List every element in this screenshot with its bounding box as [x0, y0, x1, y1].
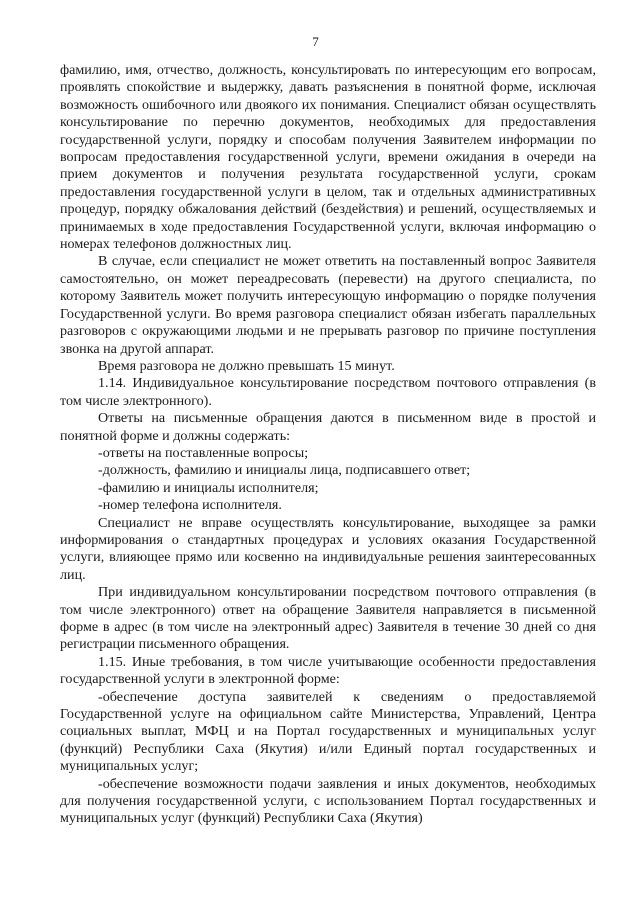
list-item: -обеспечение возможности подачи заявления и иных документов, необходимых для получения государственной услуги, с использованием Портал государственных и муниципальных услуг (функций) Республики Саха (Якутия): [60, 775, 596, 827]
paragraph-5: Ответы на письменные обращения даются в письменном виде в простой и понятной форме и должны содержать:: [60, 410, 596, 444]
paragraph-3: Время разговора не должно превышать 15 минут.: [98, 357, 395, 374]
page-number: 7: [312, 34, 319, 49]
paragraph-10: Специалист не вправе осуществлять консультирование, выходящее за рамки информирования о стандартных процедурах и условиях оказания Государственной услуги, влияющее прямо или косвенно на индивидуальные решения заинтересованных лиц.: [60, 514, 596, 583]
section-1-15-heading: 1.15. Иные требования, в том числе учитывающие особенности предоставления государственной услуги в электронной форме:: [60, 653, 596, 688]
list-item: -фамилию и инициалы исполнителя;: [98, 479, 319, 496]
document-body: [60, 62, 596, 828]
list-item: -номер телефона исполнителя.: [98, 497, 282, 514]
paragraph-1: фамилию, имя, отчество, должность, консультировать по интересующим его вопросам, проявлять спокойствие и выдержку, давать разъяснения в понятной форме, исключая возможность ошибочного или двоякого их понимания. Специалист обязан осуществлять консультирование по перечню документов, необходимых для предоставления государственной услуги, порядку и способам получения Заявителем информации по вопросам предоставления государственной услуги, времени ожидания в очереди на прием документов и получения результата государственной услуги, срокам предоставления государственной услуги в целом, так и отдельных административных процедур, порядку обжалования действий (бездействия) и решений, осуществляемых и принимаемых в ходе предоставления Государственной услуги, включая информацию о номерах телефонов должностных лиц.: [60, 62, 596, 253]
paragraph-11: При индивидуальном консультировании посредством почтового отправления (в том числе электронного) ответ на обращение Заявителя направляется в письменной форме в адрес (в том числе на электронный адрес) Заявителя в течение 30 дней со дня регистрации письменного обращения.: [60, 584, 596, 653]
section-1-14-heading: 1.14. Индивидуальное консультирование посредством почтового отправления (в том числе электронного).: [60, 375, 596, 409]
list-item: -ответы на поставленные вопросы;: [98, 444, 309, 461]
list-item: -обеспечение доступа заявителей к сведениям о предоставляемой Государственной услуге на официальном сайте Министерства, Управлений, Центра социальных выплат, МФЦ и на Портал государственных и муниципальных услуг (функций) Республики Саха (Якутия) и/или Единый портал государственных и муниципальных услуг;: [60, 688, 596, 775]
list-item: -должность, фамилию и инициалы лица, подписавшего ответ;: [98, 462, 471, 479]
paragraph-2: В случае, если специалист не может ответить на поставленный вопрос Заявителя самостоятельно, он может переадресовать (перевести) на другого специалиста, по которому Заявитель может получить интересующую информацию о порядке получения Государственной услуги. Во время разговора специалист обязан избегать параллельных разговоров с окружающими людьми и не прерывать разговор по причине поступления звонка на другой аппарат.: [60, 253, 596, 357]
